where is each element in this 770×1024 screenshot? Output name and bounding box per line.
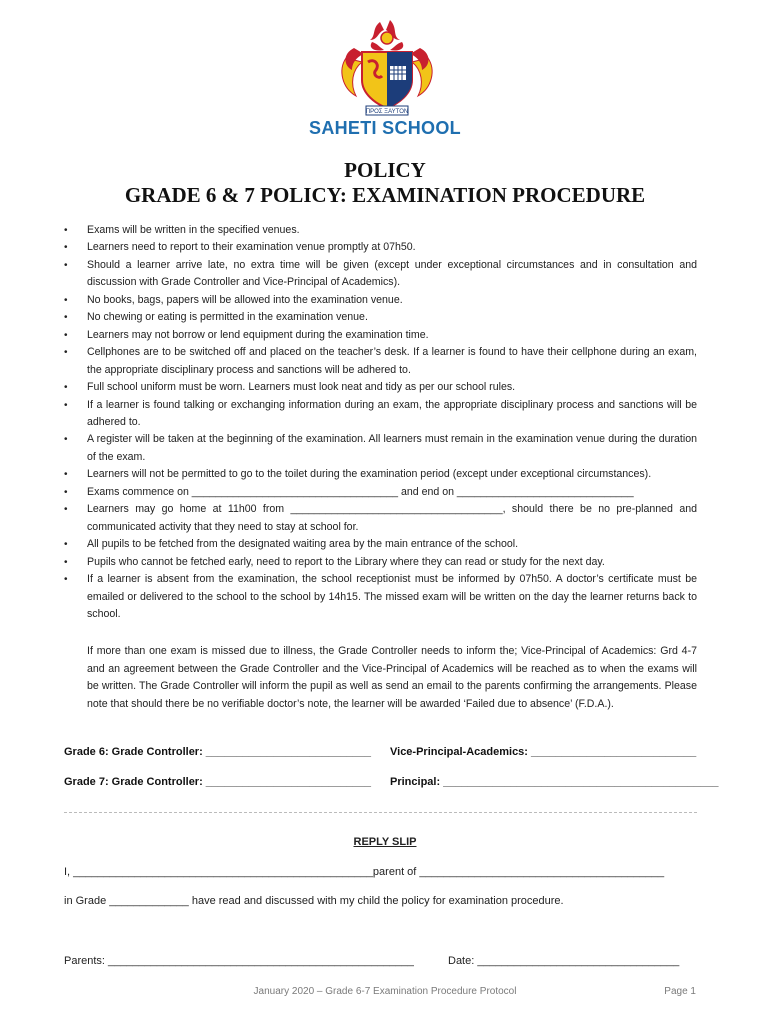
list-item: • Exams commence on ___________________________________ and end on ______________________________ (64, 484, 697, 501)
list-item: • Pupils who cannot be fetched early, need to report to the Library where they can read or study for the next day. (64, 554, 697, 571)
bullet-icon: • (64, 539, 68, 551)
list-item: • Learners will not be permitted to go to the toilet during the examination period (except under exceptional circumstances). (64, 466, 697, 483)
list-item: • Learners need to report to their examination venue promptly at 07h50. (64, 239, 697, 256)
bullet-icon: • (64, 486, 68, 498)
bullet-icon: • (64, 399, 68, 411)
list-item: • A register will be taken at the beginning of the examination. All learners must remain in the examination venue during the duration of the exam. (64, 433, 697, 463)
list-item: • All pupils to be fetched from the designated waiting area by the main entrance of the school. (64, 536, 697, 553)
reply-grade-line[interactable]: in Grade _____________ have read and discussed with my child the policy for examination procedure. (64, 895, 564, 907)
list-item: • Should a learner arrive late, no extra time will be given (except under exceptional circumstances and in consultation and discussion with Grade Controller and Vice-Principal of Academics). (64, 258, 697, 289)
bullet-icon: • (64, 556, 68, 568)
list-item: • Learners may go home at 11h00 from ____________________________________, should there be no pre-planned and communicated activity that they need to stay at school for. (64, 503, 697, 533)
reply-slip-heading: REPLY SLIP (353, 836, 417, 848)
list-item: • No chewing or eating is permitted in the examination venue. (64, 309, 697, 326)
document-heading (0, 158, 770, 208)
vp-academics-signature[interactable]: Vice-Principal-Academics: ___________________________ (390, 746, 697, 758)
list-item: • Exams will be written in the specified venues. (64, 222, 697, 239)
list-item: • If a learner is absent from the examination, the school receptionist must be informed by 07h50. A doctor’s certificate must be emailed or delivered to the school to the school by 14h15. The missed exam will be written on the day the learner returns back to school. (64, 573, 697, 620)
list-item: • No books, bags, papers will be allowed into the examination venue. (64, 292, 697, 309)
grade6-controller-signature[interactable]: Grade 6: Grade Controller: ___________________________ (64, 746, 371, 758)
school-name: SAHETI SCHOOL (309, 118, 461, 138)
absence-paragraph: If more than one exam is missed due to illness, the Grade Controller needs to inform the; Vice-Principal of Academics: Grd 4-7 and an agreement between the Grade Controller and the Vice-Principal of Academics will be reached as to when the exams will be written. The Grade Controller will inform the pupil as well as send an email to the parents confirming the arrangements. Please note that should there be no verifiable doctor’s note, the learner will be awarded ‘Failed due to absence’ (F.D.A.). (87, 645, 697, 710)
list-item: • Full school uniform must be worn. Learners must look neat and tidy as per our school rules. (64, 379, 697, 396)
bullet-icon: • (64, 434, 68, 446)
crest-motto: ΠΡΟΣ ΞΑΥΤΟΝ (365, 109, 409, 115)
bullet-icon: • (64, 259, 68, 271)
rules-list (64, 222, 697, 623)
bullet-icon: • (64, 242, 68, 254)
list-item: • If a learner is found talking or exchanging information during an exam, the appropriate disciplinary process and sanctions will be adhered to. (64, 398, 697, 428)
grade7-controller-signature[interactable]: Grade 7: Grade Controller: ___________________________ (64, 776, 371, 788)
bullet-icon: • (64, 347, 68, 359)
date-line[interactable]: Date: _________________________________ (448, 955, 680, 967)
bullet-icon: • (64, 469, 68, 481)
list-item: • Cellphones are to be switched off and placed on the teacher’s desk. If a learner is found to have their cellphone during an exam, the appropriate disciplinary process and sanctions will be adhered to. (64, 346, 697, 376)
bullet-icon: • (64, 294, 68, 306)
bullet-icon: • (64, 504, 68, 516)
page-subtitle: GRADE 6 & 7 POLICY: EXAMINATION PROCEDURE (124, 183, 646, 207)
bullet-icon: • (64, 225, 68, 236)
list-item: • Learners may not borrow or lend equipment during the examination time. (64, 327, 697, 344)
principal-signature[interactable]: Principal: _____________________________________________ (390, 776, 719, 788)
school-crest-icon (332, 18, 442, 118)
page-title: POLICY (344, 158, 426, 182)
bullet-icon: • (64, 329, 68, 341)
bullet-icon: • (64, 312, 68, 324)
reply-name-parent-line[interactable]: I, _________________________________________________parent of ________________________________________ (64, 866, 665, 878)
parents-signature-line[interactable]: Parents: __________________________________________________ (64, 955, 414, 967)
bullet-icon: • (64, 382, 68, 394)
bullet-icon: • (64, 574, 68, 586)
cut-line-divider (64, 812, 697, 813)
footer-text: January 2020 – Grade 6-7 Examination Procedure Protocol (253, 986, 517, 997)
school-logo (290, 18, 480, 140)
page-number: Page 1 (664, 986, 696, 997)
